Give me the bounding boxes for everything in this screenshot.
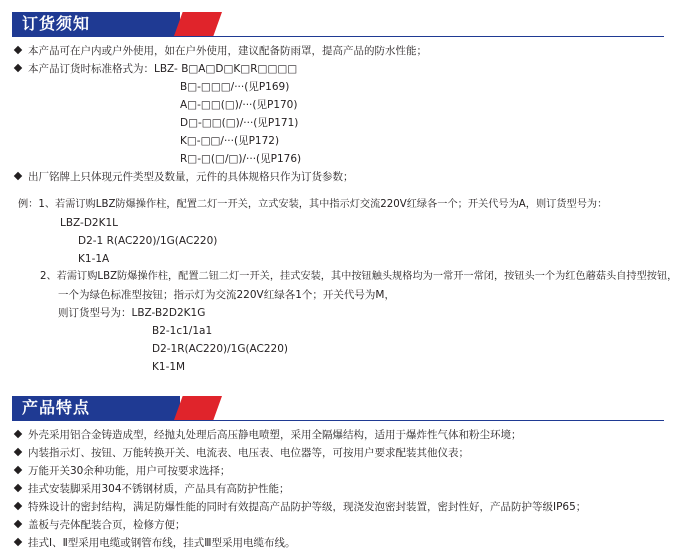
feature-item bbox=[14, 500, 586, 514]
format-line: R□-□(□/□)/···(见P176) bbox=[180, 153, 302, 165]
diamond-bullet-icon bbox=[14, 484, 22, 492]
bullet-item bbox=[14, 170, 354, 184]
diamond-bullet-icon bbox=[14, 520, 22, 528]
diamond-bullet-icon bbox=[14, 466, 22, 474]
bullet-text: 本产品可在户内或户外使用，如在户外使用，建议配备防雨罩，提高产品的防水性能； bbox=[28, 45, 427, 57]
example-2-line: D2-1R(AC220)/1G(AC220) bbox=[152, 343, 289, 355]
bullet-text: 出厂铭牌上只体现元件类型及数量，元件的具体规格只作为订货参数； bbox=[28, 171, 354, 183]
header-accent-tab bbox=[174, 12, 222, 36]
feature-item bbox=[14, 518, 186, 532]
format-line: D□-□□(□)/···(见P171) bbox=[180, 117, 299, 129]
example-1-line: D2-1 R(AC220)/1G(AC220) bbox=[78, 235, 218, 247]
feature-text: 内装指示灯、按钮、万能转换开关、电流表、电压表、电位器等，可按用户要求配装其他仪表； bbox=[28, 447, 469, 459]
diamond-bullet-icon bbox=[14, 448, 22, 456]
bullet-text: 本产品订货时标准格式为：LBZ- B□A□D□K□R□□□□ bbox=[28, 63, 298, 75]
section-header-ordering bbox=[12, 12, 664, 37]
feature-item bbox=[14, 428, 522, 442]
feature-item bbox=[14, 464, 230, 478]
header-accent-tab bbox=[174, 396, 222, 420]
example-2-intro-cont: 一个为绿色标准型按钮；指示灯为交流220V红绿各1个；开关代号为M， bbox=[58, 289, 395, 301]
section-header-features bbox=[12, 396, 664, 421]
diamond-bullet-icon bbox=[14, 64, 22, 72]
bullet-item bbox=[14, 44, 427, 58]
feature-text: 外壳采用铝合金铸造成型，经抛丸处理后高压静电喷塑，采用全隔爆结构，适用于爆炸性气体和粉尘环境； bbox=[28, 429, 522, 441]
diamond-bullet-icon bbox=[14, 46, 22, 54]
example-2-model: 则订货型号为：LBZ-B2D2K1G bbox=[58, 307, 206, 319]
section-title-ordering: 订货须知 bbox=[12, 12, 180, 36]
feature-text: 挂式安装脚采用304不锈钢材质，产品具有高防护性能； bbox=[28, 483, 290, 495]
diamond-bullet-icon bbox=[14, 538, 22, 546]
bullet-item bbox=[14, 62, 297, 76]
format-line: B□-□□□/···(见P169) bbox=[180, 81, 290, 93]
example-1-model: LBZ-D2K1L bbox=[60, 217, 119, 229]
feature-text: 盖板与壳体配装合页，检修方便； bbox=[28, 519, 186, 531]
feature-item bbox=[14, 446, 469, 460]
section-title-features: 产品特点 bbox=[12, 396, 180, 420]
feature-text: 特殊设计的密封结构，满足防爆性能的同时有效提高产品防护等级，现浇发泡密封装置，密封性好，产品防护等级IP65； bbox=[28, 501, 587, 513]
format-line: K□-□□/···(见P172) bbox=[180, 135, 280, 147]
format-line: A□-□□(□)/···(见P170) bbox=[180, 99, 298, 111]
feature-text: 挂式Ⅰ、Ⅱ型采用电缆或钢管布线，挂式Ⅲ型采用电缆布线。 bbox=[28, 537, 296, 549]
diamond-bullet-icon bbox=[14, 502, 22, 510]
example-1-intro: 例：1、若需订购LBZ防爆操作柱，配置二灯一开关，立式安装，其中指示灯交流220V红绿各一个；开关代号为A，则订货型号为： bbox=[18, 199, 608, 210]
feature-text: 万能开关30余种功能，用户可按要求选择； bbox=[28, 465, 231, 477]
example-1-line: K1-1A bbox=[78, 253, 110, 265]
feature-item bbox=[14, 536, 296, 550]
example-2-line: K1-1M bbox=[152, 361, 186, 373]
diamond-bullet-icon bbox=[14, 430, 22, 438]
example-2-intro: 2、若需订购LBZ防爆操作柱，配置二钮二灯一开关，挂式安装，其中按钮触头规格均为一常开一常闭，按钮头一个为红色蘑菇头自持型按钮， bbox=[40, 271, 678, 282]
feature-item bbox=[14, 482, 290, 496]
diamond-bullet-icon bbox=[14, 172, 22, 180]
example-2-line: B2-1c1/1a1 bbox=[152, 325, 213, 337]
